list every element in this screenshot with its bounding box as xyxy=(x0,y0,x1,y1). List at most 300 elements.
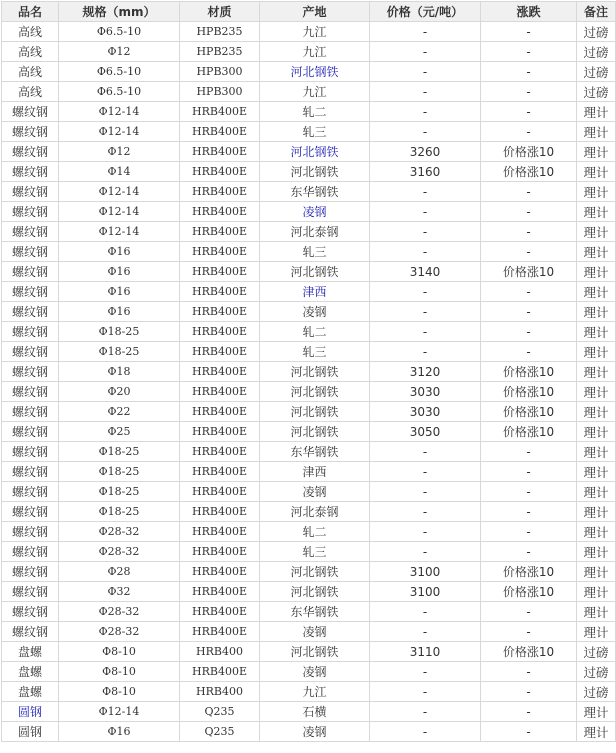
cell-origin: 轧三 xyxy=(260,542,370,562)
cell-material: HRB400E xyxy=(180,522,260,542)
cell-origin: 河北钢铁 xyxy=(260,262,370,282)
cell-material: HRB400E xyxy=(180,622,260,642)
cell-note: 理计 xyxy=(577,102,616,122)
cell-note: 理计 xyxy=(577,542,616,562)
cell-product: 螺纹钢 xyxy=(2,282,59,302)
cell-price: - xyxy=(370,62,481,82)
cell-change: - xyxy=(481,222,577,242)
header-row xyxy=(2,2,616,22)
cell-price: 3160 xyxy=(370,162,481,182)
cell-change: 价格涨10 xyxy=(481,382,577,402)
cell-spec: Φ6.5-10 xyxy=(59,22,180,42)
cell-price: - xyxy=(370,122,481,142)
cell-product: 螺纹钢 xyxy=(2,322,59,342)
cell-material: HRB400E xyxy=(180,122,260,142)
cell-origin: 凌钢 xyxy=(260,622,370,642)
cell-change: - xyxy=(481,302,577,322)
cell-note: 理计 xyxy=(577,242,616,262)
cell-change: - xyxy=(481,102,577,122)
cell-material: HRB400E xyxy=(180,562,260,582)
cell-product: 螺纹钢 xyxy=(2,602,59,622)
header-price: 价格（元/吨） xyxy=(370,2,481,22)
header-change: 涨跌 xyxy=(481,2,577,22)
cell-material: HRB400E xyxy=(180,422,260,442)
cell-product: 盘螺 xyxy=(2,642,59,662)
cell-change: - xyxy=(481,202,577,222)
table-row xyxy=(2,82,616,102)
cell-material: HRB400E xyxy=(180,462,260,482)
cell-product: 螺纹钢 xyxy=(2,462,59,482)
cell-change: - xyxy=(481,482,577,502)
cell-product[interactable] xyxy=(2,702,59,722)
cell-spec: Φ25 xyxy=(59,422,180,442)
cell-note: 过磅 xyxy=(577,42,616,62)
header-origin: 产地 xyxy=(260,2,370,22)
table-row xyxy=(2,522,616,542)
cell-note: 理计 xyxy=(577,262,616,282)
cell-material: HRB400E xyxy=(180,322,260,342)
cell-change: 价格涨10 xyxy=(481,422,577,442)
cell-material: HRB400E xyxy=(180,382,260,402)
cell-change: - xyxy=(481,462,577,482)
cell-spec: Φ18-25 xyxy=(59,462,180,482)
cell-product: 螺纹钢 xyxy=(2,202,59,222)
cell-note: 理计 xyxy=(577,722,616,742)
cell-note: 理计 xyxy=(577,362,616,382)
cell-note: 过磅 xyxy=(577,62,616,82)
cell-change: - xyxy=(481,502,577,522)
table-row xyxy=(2,22,616,42)
cell-change: - xyxy=(481,122,577,142)
cell-spec: Φ16 xyxy=(59,282,180,302)
header-spec: 规格（mm） xyxy=(59,2,180,22)
cell-origin: 河北钢铁 xyxy=(260,162,370,182)
cell-origin: 凌钢 xyxy=(260,662,370,682)
cell-price: - xyxy=(370,322,481,342)
table-row xyxy=(2,722,616,742)
cell-note: 过磅 xyxy=(577,82,616,102)
cell-spec: Φ20 xyxy=(59,382,180,402)
cell-price: 3110 xyxy=(370,642,481,662)
cell-price: 3030 xyxy=(370,402,481,422)
cell-change: - xyxy=(481,662,577,682)
cell-note: 理计 xyxy=(577,322,616,342)
table-row xyxy=(2,322,616,342)
table-row xyxy=(2,482,616,502)
cell-origin: 轧二 xyxy=(260,102,370,122)
table-row xyxy=(2,662,616,682)
cell-price: 3100 xyxy=(370,582,481,602)
cell-note: 理计 xyxy=(577,622,616,642)
cell-material: HRB400E xyxy=(180,182,260,202)
cell-product: 盘螺 xyxy=(2,682,59,702)
cell-origin: 河北钢铁 xyxy=(260,562,370,582)
cell-spec: Φ12-14 xyxy=(59,222,180,242)
cell-spec: Φ12-14 xyxy=(59,702,180,722)
header-material: 材质 xyxy=(180,2,260,22)
table-row xyxy=(2,462,616,482)
table-row xyxy=(2,422,616,442)
table-row xyxy=(2,442,616,462)
cell-price: 3140 xyxy=(370,262,481,282)
cell-note: 理计 xyxy=(577,462,616,482)
cell-change: - xyxy=(481,62,577,82)
cell-origin: 轧三 xyxy=(260,342,370,362)
cell-material: HRB400E xyxy=(180,442,260,462)
cell-product: 螺纹钢 xyxy=(2,562,59,582)
cell-note: 过磅 xyxy=(577,642,616,662)
cell-change: - xyxy=(481,682,577,702)
cell-note: 理计 xyxy=(577,442,616,462)
cell-note: 理计 xyxy=(577,562,616,582)
cell-origin: 东华钢铁 xyxy=(260,182,370,202)
cell-origin: 河北钢铁 xyxy=(260,422,370,442)
cell-product: 螺纹钢 xyxy=(2,402,59,422)
cell-material: HPB300 xyxy=(180,82,260,102)
cell-change: - xyxy=(481,542,577,562)
cell-spec: Φ32 xyxy=(59,582,180,602)
cell-product: 高线 xyxy=(2,42,59,62)
cell-spec: Φ6.5-10 xyxy=(59,62,180,82)
cell-material: HRB400E xyxy=(180,502,260,522)
cell-change: 价格涨10 xyxy=(481,402,577,422)
cell-product: 螺纹钢 xyxy=(2,382,59,402)
table-row xyxy=(2,122,616,142)
cell-origin: 轧三 xyxy=(260,242,370,262)
cell-change: 价格涨10 xyxy=(481,362,577,382)
cell-origin: 河北泰钢 xyxy=(260,222,370,242)
cell-product: 螺纹钢 xyxy=(2,622,59,642)
cell-spec: Φ16 xyxy=(59,242,180,262)
steel-price-table xyxy=(1,1,616,742)
cell-note: 过磅 xyxy=(577,662,616,682)
cell-price: - xyxy=(370,102,481,122)
cell-material: HRB400E xyxy=(180,262,260,282)
cell-origin: 河北钢铁 xyxy=(260,382,370,402)
cell-spec: Φ18-25 xyxy=(59,442,180,462)
cell-origin: 轧三 xyxy=(260,122,370,142)
header-product: 品名 xyxy=(2,2,59,22)
cell-note: 理计 xyxy=(577,162,616,182)
cell-origin[interactable] xyxy=(260,282,370,302)
cell-price: - xyxy=(370,302,481,322)
cell-note: 理计 xyxy=(577,602,616,622)
cell-price: 3050 xyxy=(370,422,481,442)
cell-price: - xyxy=(370,42,481,62)
cell-change: 价格涨10 xyxy=(481,562,577,582)
cell-spec: Φ18-25 xyxy=(59,342,180,362)
cell-note: 理计 xyxy=(577,342,616,362)
cell-note: 理计 xyxy=(577,582,616,602)
cell-origin: 凌钢 xyxy=(260,302,370,322)
cell-product: 螺纹钢 xyxy=(2,582,59,602)
cell-origin: 凌钢 xyxy=(260,482,370,502)
cell-change: - xyxy=(481,622,577,642)
cell-product: 螺纹钢 xyxy=(2,502,59,522)
table-row xyxy=(2,382,616,402)
cell-origin: 河北钢铁 xyxy=(260,402,370,422)
cell-price: - xyxy=(370,602,481,622)
cell-product: 螺纹钢 xyxy=(2,302,59,322)
cell-material: HRB400E xyxy=(180,582,260,602)
cell-price: - xyxy=(370,22,481,42)
cell-price: - xyxy=(370,242,481,262)
cell-price: - xyxy=(370,482,481,502)
cell-origin: 河北钢铁 xyxy=(260,362,370,382)
cell-origin: 河北钢铁 xyxy=(260,582,370,602)
cell-price: - xyxy=(370,662,481,682)
cell-price: - xyxy=(370,462,481,482)
cell-spec: Φ18-25 xyxy=(59,322,180,342)
table-row xyxy=(2,542,616,562)
cell-origin: 凌钢 xyxy=(260,722,370,742)
table-row xyxy=(2,362,616,382)
cell-material: HPB235 xyxy=(180,42,260,62)
table-row xyxy=(2,62,616,82)
table-row xyxy=(2,602,616,622)
cell-change: 价格涨10 xyxy=(481,262,577,282)
cell-material: HRB400E xyxy=(180,542,260,562)
cell-origin[interactable] xyxy=(260,142,370,162)
cell-note: 理计 xyxy=(577,302,616,322)
cell-product: 螺纹钢 xyxy=(2,142,59,162)
cell-price: - xyxy=(370,522,481,542)
table-row xyxy=(2,102,616,122)
table-row xyxy=(2,262,616,282)
cell-spec: Φ12-14 xyxy=(59,122,180,142)
cell-material: Q235 xyxy=(180,722,260,742)
table-row xyxy=(2,162,616,182)
cell-product: 高线 xyxy=(2,22,59,42)
table-row xyxy=(2,502,616,522)
cell-change: - xyxy=(481,602,577,622)
cell-material: HRB400E xyxy=(180,282,260,302)
cell-change: - xyxy=(481,242,577,262)
table-row xyxy=(2,702,616,722)
cell-origin: 河北泰钢 xyxy=(260,502,370,522)
origin-link[interactable]: 津西 xyxy=(302,285,327,299)
cell-spec: Φ16 xyxy=(59,302,180,322)
cell-material: Q235 xyxy=(180,702,260,722)
cell-origin: 石横 xyxy=(260,702,370,722)
cell-origin: 轧二 xyxy=(260,522,370,542)
cell-change: - xyxy=(481,442,577,462)
cell-price: - xyxy=(370,702,481,722)
cell-price: - xyxy=(370,722,481,742)
cell-origin: 津西 xyxy=(260,462,370,482)
cell-note: 理计 xyxy=(577,522,616,542)
cell-note: 理计 xyxy=(577,702,616,722)
cell-change: 价格涨10 xyxy=(481,642,577,662)
cell-material: HRB400E xyxy=(180,302,260,322)
header-note: 备注 xyxy=(577,2,616,22)
cell-spec: Φ18-25 xyxy=(59,482,180,502)
cell-price: - xyxy=(370,222,481,242)
cell-spec: Φ28-32 xyxy=(59,602,180,622)
table-row xyxy=(2,622,616,642)
cell-spec: Φ28-32 xyxy=(59,542,180,562)
table-row xyxy=(2,642,616,662)
cell-spec: Φ28-32 xyxy=(59,522,180,542)
origin-link[interactable]: 凌钢 xyxy=(302,205,327,219)
cell-spec: Φ12-14 xyxy=(59,202,180,222)
cell-spec: Φ12 xyxy=(59,42,180,62)
cell-material: HRB400E xyxy=(180,662,260,682)
origin-link[interactable]: 河北钢铁 xyxy=(290,145,339,159)
cell-spec: Φ18 xyxy=(59,362,180,382)
cell-product: 螺纹钢 xyxy=(2,482,59,502)
table-row xyxy=(2,302,616,322)
table-row xyxy=(2,242,616,262)
cell-price: - xyxy=(370,182,481,202)
product-link[interactable]: 圆钢 xyxy=(17,705,42,719)
cell-change: - xyxy=(481,522,577,542)
cell-material: HRB400E xyxy=(180,362,260,382)
cell-material: HRB400E xyxy=(180,162,260,182)
cell-product: 螺纹钢 xyxy=(2,522,59,542)
table-row xyxy=(2,142,616,162)
cell-change: - xyxy=(481,22,577,42)
table-row xyxy=(2,342,616,362)
cell-note: 理计 xyxy=(577,182,616,202)
cell-product: 螺纹钢 xyxy=(2,122,59,142)
cell-price: - xyxy=(370,282,481,302)
cell-spec: Φ16 xyxy=(59,722,180,742)
cell-product: 螺纹钢 xyxy=(2,262,59,282)
cell-product: 螺纹钢 xyxy=(2,422,59,442)
cell-price: - xyxy=(370,682,481,702)
cell-spec: Φ8-10 xyxy=(59,642,180,662)
cell-spec: Φ8-10 xyxy=(59,682,180,702)
cell-price: - xyxy=(370,342,481,362)
cell-note: 理计 xyxy=(577,282,616,302)
cell-product: 螺纹钢 xyxy=(2,162,59,182)
cell-material: HRB400E xyxy=(180,202,260,222)
cell-change: - xyxy=(481,182,577,202)
cell-price: - xyxy=(370,82,481,102)
cell-product: 螺纹钢 xyxy=(2,242,59,262)
cell-origin: 九江 xyxy=(260,22,370,42)
cell-origin: 九江 xyxy=(260,682,370,702)
cell-note: 理计 xyxy=(577,222,616,242)
cell-material: HRB400E xyxy=(180,242,260,262)
cell-product: 螺纹钢 xyxy=(2,102,59,122)
cell-product: 螺纹钢 xyxy=(2,222,59,242)
cell-spec: Φ28-32 xyxy=(59,622,180,642)
cell-change: - xyxy=(481,82,577,102)
cell-material: HRB400 xyxy=(180,682,260,702)
cell-material: HRB400E xyxy=(180,482,260,502)
table-row xyxy=(2,402,616,422)
cell-product: 高线 xyxy=(2,82,59,102)
table-row xyxy=(2,42,616,62)
cell-material: HRB400E xyxy=(180,102,260,122)
cell-price: - xyxy=(370,202,481,222)
cell-note: 理计 xyxy=(577,382,616,402)
cell-change: - xyxy=(481,282,577,302)
cell-spec: Φ22 xyxy=(59,402,180,422)
cell-change: 价格涨10 xyxy=(481,162,577,182)
cell-origin: 九江 xyxy=(260,82,370,102)
cell-spec: Φ12-14 xyxy=(59,182,180,202)
cell-change: - xyxy=(481,322,577,342)
cell-change: - xyxy=(481,42,577,62)
cell-material: HRB400E xyxy=(180,342,260,362)
cell-origin: 九江 xyxy=(260,42,370,62)
table-row xyxy=(2,222,616,242)
cell-origin: 轧二 xyxy=(260,322,370,342)
cell-price: - xyxy=(370,622,481,642)
cell-spec: Φ28 xyxy=(59,562,180,582)
origin-link[interactable]: 河北钢铁 xyxy=(290,65,339,79)
cell-price: 3120 xyxy=(370,362,481,382)
cell-origin: 东华钢铁 xyxy=(260,602,370,622)
cell-material: HRB400E xyxy=(180,142,260,162)
cell-price: - xyxy=(370,542,481,562)
cell-change: - xyxy=(481,342,577,362)
cell-note: 理计 xyxy=(577,422,616,442)
cell-material: HPB235 xyxy=(180,22,260,42)
cell-change: - xyxy=(481,722,577,742)
cell-spec: Φ12 xyxy=(59,142,180,162)
table-row xyxy=(2,282,616,302)
cell-spec: Φ18-25 xyxy=(59,502,180,522)
cell-product: 螺纹钢 xyxy=(2,362,59,382)
cell-price: 3030 xyxy=(370,382,481,402)
cell-material: HPB300 xyxy=(180,62,260,82)
cell-spec: Φ16 xyxy=(59,262,180,282)
cell-note: 过磅 xyxy=(577,22,616,42)
cell-material: HRB400E xyxy=(180,402,260,422)
cell-change: 价格涨10 xyxy=(481,582,577,602)
table-row xyxy=(2,582,616,602)
cell-change: - xyxy=(481,702,577,722)
cell-price: - xyxy=(370,502,481,522)
cell-material: HRB400E xyxy=(180,222,260,242)
cell-spec: Φ14 xyxy=(59,162,180,182)
cell-origin[interactable] xyxy=(260,202,370,222)
table-body xyxy=(2,22,616,742)
cell-change: 价格涨10 xyxy=(481,142,577,162)
table-row xyxy=(2,182,616,202)
cell-product: 盘螺 xyxy=(2,662,59,682)
cell-spec: Φ6.5-10 xyxy=(59,82,180,102)
table-row xyxy=(2,562,616,582)
table-row xyxy=(2,202,616,222)
cell-note: 理计 xyxy=(577,402,616,422)
cell-origin: 东华钢铁 xyxy=(260,442,370,462)
cell-note: 理计 xyxy=(577,122,616,142)
table-row xyxy=(2,682,616,702)
cell-spec: Φ8-10 xyxy=(59,662,180,682)
cell-product: 螺纹钢 xyxy=(2,182,59,202)
cell-product: 螺纹钢 xyxy=(2,542,59,562)
cell-note: 理计 xyxy=(577,502,616,522)
cell-price: - xyxy=(370,442,481,462)
cell-origin[interactable] xyxy=(260,62,370,82)
cell-price: 3100 xyxy=(370,562,481,582)
cell-product: 螺纹钢 xyxy=(2,342,59,362)
cell-price: 3260 xyxy=(370,142,481,162)
cell-product: 圆钢 xyxy=(2,722,59,742)
cell-origin: 河北钢铁 xyxy=(260,642,370,662)
cell-note: 理计 xyxy=(577,202,616,222)
cell-product: 螺纹钢 xyxy=(2,442,59,462)
cell-material: HRB400E xyxy=(180,602,260,622)
cell-note: 理计 xyxy=(577,482,616,502)
cell-note: 理计 xyxy=(577,142,616,162)
cell-spec: Φ12-14 xyxy=(59,102,180,122)
